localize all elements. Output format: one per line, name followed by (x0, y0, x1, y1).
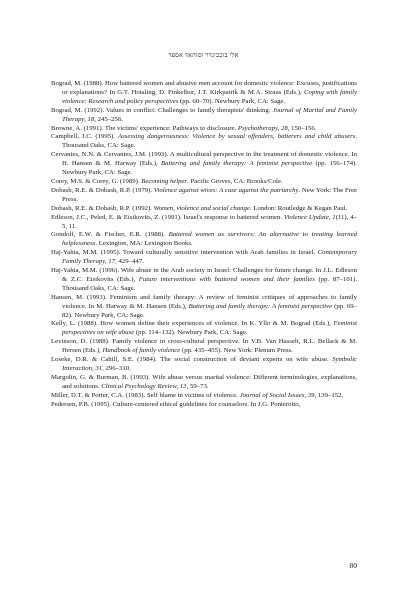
reference-text: . Thousand Oaks, CA: Sage. (62, 133, 358, 150)
reference-title: Clinical Psychology Review, 13 (101, 382, 187, 390)
reference-entry (51, 392, 357, 401)
reference-text: Haj-Yahia, M.M. (1996). Wife abuse in the Arab society in Israel: Challenges for future change. In J.L. Edleson & Z.C. Eisikovits (Eds.), (51, 267, 357, 283)
reference-entry (51, 320, 357, 338)
reference-text: (pp. 114–132). Newbury Park, CA: Sage. (134, 329, 248, 337)
reference-title: Contemporary Family Therapy, 17 (62, 249, 357, 266)
reference-text: . Lexington, MA: Lexington Books. (95, 240, 193, 248)
reference-title: Psychotherapy, 28 (237, 124, 288, 132)
reference-title: Handbook of family violence (102, 347, 181, 355)
reference-title: Becoming helper (141, 177, 188, 185)
reference-text: Margolin, G. & Burman, B. (1993). Wife abuse versus marital violence: Different terminologies, explanations, and solutions. (51, 373, 357, 390)
reference-text: Kelly, L. (1988). How women define their experiences of violence. In K. Yllo & M. Bograd (Eds.), (51, 320, 334, 328)
reference-text: . Pacific Groves, CA: Brooks/Cole. (187, 177, 283, 185)
reference-title: Coping with family violence: Research and policy perspectives (62, 88, 357, 105)
reference-entry (51, 133, 357, 151)
reference-text: Campbell, J.C. (1995). (51, 133, 119, 141)
reference-text: Gondolf, E.W. & Fischer, E.R. (1988). (51, 231, 169, 239)
reference-title: Battered women as survivors: An alternative to treating learned helplessness (62, 231, 357, 248)
reference-text: , 59–73. (186, 382, 209, 390)
reference-list (51, 80, 357, 410)
reference-text: , 139–152. (314, 391, 344, 399)
reference-text: Haj-Yahia, M.M. (1995). Toward culturally sensitive intervention with Arab families in Israel. (51, 249, 318, 257)
reference-text: Bograd, M. (1988). How battered women and abusive men account for domestic violence: Excuses, justifications or explanations? In G.T. Hotaling, D. Finkelhor, J.T. Kirkpatrik & M.A. Straus (Eds.), (51, 80, 357, 96)
reference-entry (51, 125, 357, 134)
reference-entry (51, 80, 357, 107)
reference-text: (pp. 435–455). New York: Plenum Press. (180, 347, 293, 355)
reference-text: . London: Routledge & Kegan Paul. (249, 204, 348, 212)
reference-text: Cervantes, N.N. & Cervantes, J.M. (1993). A multicultural perspective in the treatment of domestic violence. In H. Hansen & M. Harway (Eds.), (51, 151, 357, 168)
page-number: 80 (349, 561, 357, 570)
reference-title: Journal of Social Issues, 39 (239, 391, 315, 399)
reference-text: (pp. 60–70). Newbury Park, CA: Sage. (178, 97, 286, 105)
reference-entry (51, 374, 357, 392)
reference-title: Feminist perspectives on wife abuse (62, 320, 357, 337)
reference-title: Journal of Marital and Family Therapy, 18 (62, 106, 357, 123)
reference-title: Future interventions with battered women and their families (138, 275, 315, 283)
reference-text: (pp. 156–174). Newbury Park, CA: Sage. (62, 160, 357, 177)
reference-text: (11), 4–5, 11. (62, 213, 357, 230)
reference-title: Symbolic Interaction, 31 (62, 356, 357, 372)
reference-text: Loseke, D.R. & Cahill, S.E. (1984). The social construction of deviant experts on wife abuse. (51, 356, 333, 364)
reference-text: Edleson, J.C., Peled, E. & Eisikovits, Z. (1991). Israel's response to battered women. (51, 213, 284, 221)
reference-text: , 429–447. (115, 258, 144, 266)
reference-entry (51, 338, 357, 356)
reference-entry (51, 151, 357, 178)
running-head: אלי בוכבינדר וסוהאד אספד (168, 52, 239, 59)
reference-text: Corey, M.S. & Corey, G. (1989). (51, 177, 142, 185)
reference-title: Battering and family therapy: A feminist perspective (160, 160, 313, 168)
reference-text: , 150–156. (287, 124, 317, 132)
reference-entry (51, 249, 357, 267)
reference-text: (pp. 69–82). Newbury Park, CA: Sage. (62, 302, 358, 319)
reference-text: , 296–310. (102, 365, 131, 372)
reference-text: Bograd, M. (1992). Values in conflict: Challenges to family therapists' thinking. (51, 106, 273, 114)
reference-title: Battering and family therapy: A feminist perspective (188, 302, 333, 310)
reference-title: Violence against wives: A case against the patriarchy (153, 186, 299, 194)
reference-text: . New York: The Free Press. (62, 186, 358, 203)
reference-entry (51, 178, 357, 187)
reference-title: Assessing dangerousness: Violence by sexual offenders, batterers and child abusers (118, 133, 356, 141)
reference-entry (51, 231, 357, 249)
reference-entry (51, 187, 357, 205)
reference-text: Levinson, D. (1988). Family violence in cross-cultural perspective. In V.B. Van Hasselt, R.L. Bellack & M. Hersen (Eds.), (51, 338, 357, 355)
reference-entry (51, 356, 357, 374)
reference-title: Women, violence and social change (153, 204, 250, 212)
reference-text: (pp. 87–101). Thousand Oaks, CA: Sage. (62, 275, 358, 292)
reference-text: Dobash, R.E. & Dobash, R.P. (1992). (51, 204, 154, 212)
reference-entry (51, 205, 357, 214)
reference-text: Miller, D.T. & Porter, C.A. (1983). Self blame in victims of violence. (51, 391, 240, 399)
reference-entry (51, 401, 357, 410)
reference-entry (51, 214, 357, 232)
reference-text: , 245–256. (94, 115, 123, 123)
reference-text: Browne, A. (1991). The victims' experience: Pathways to disclosure. (51, 124, 238, 132)
reference-entry (51, 294, 357, 321)
reference-text: Dobash, R.E. & Dobash, R.P. (1979). (51, 186, 154, 194)
reference-title: Violence Update, 1 (283, 213, 336, 221)
reference-entry (51, 267, 357, 294)
reference-text: Hansen, M. (1993). Feminism and family therapy: A review of feminist critiques of approaches to family violence. In M. Harway & M. Hansen (Eds.), (51, 293, 357, 310)
reference-entry (51, 107, 357, 125)
reference-text: Pedersen, P.B. (1995). Culture-centered ethical guidelines for counselors. In J.G. Ponterotto, (51, 400, 301, 408)
